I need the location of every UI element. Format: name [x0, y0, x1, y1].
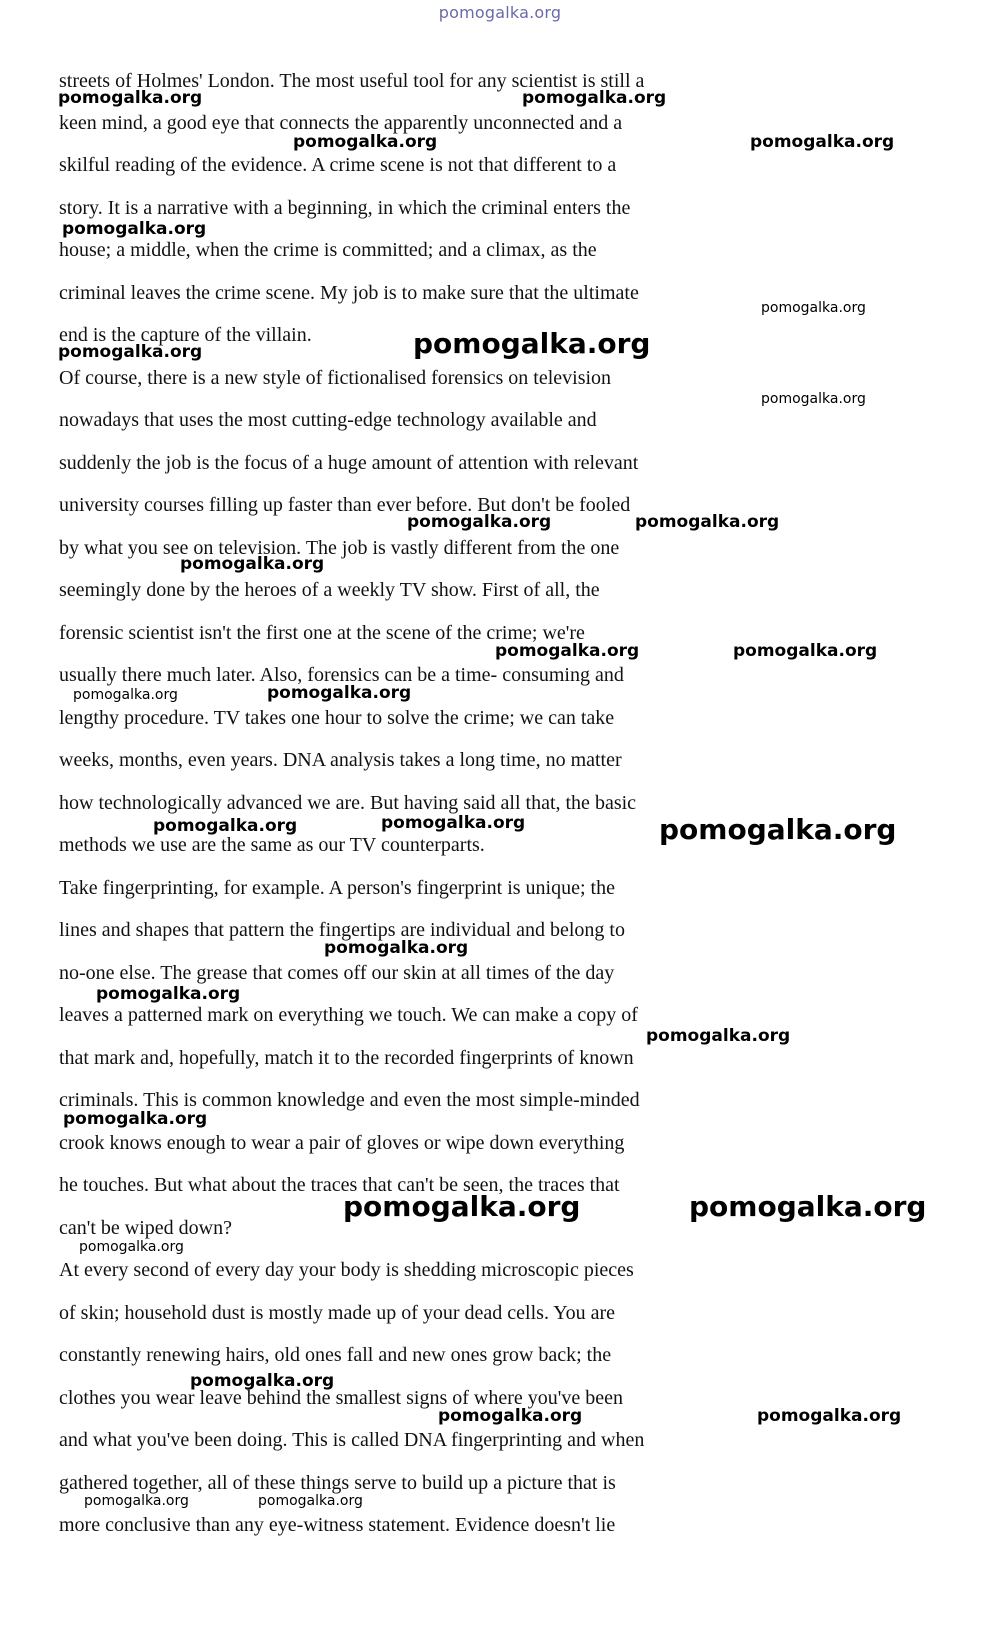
watermark: pomogalka.org [73, 687, 178, 703]
watermark: pomogalka.org [180, 554, 325, 574]
text-line: criminals. This is common knowledge and even the most simple-minded [59, 1089, 640, 1111]
watermark: pomogalka.org [58, 88, 203, 108]
text-line: gathered together, all of these things serve to build up a picture that is [59, 1472, 616, 1494]
watermark: pomogalka.org [293, 132, 438, 152]
watermark: pomogalka.org [324, 938, 469, 958]
watermark: pomogalka.org [267, 683, 412, 703]
text-line: keen mind, a good eye that connects the apparently unconnected and a [59, 112, 623, 134]
text-line: he touches. But what about the traces that can't be seen, the traces that [59, 1174, 620, 1196]
text-line: that mark and, hopefully, match it to the recorded fingerprints of known [59, 1047, 634, 1069]
header-watermark: pomogalka.org [438, 3, 562, 22]
watermark: pomogalka.org [190, 1371, 335, 1391]
text-line: lengthy procedure. TV takes one hour to solve the crime; we can take [59, 707, 615, 729]
text-line: nowadays that uses the most cutting-edge technology available and [59, 409, 597, 431]
watermark: pomogalka.org [343, 1190, 581, 1223]
text-line: story. It is a narrative with a beginning, in which the criminal enters the [59, 197, 631, 219]
text-line: Of course, there is a new style of fictionalised forensics on television [59, 367, 612, 389]
watermark: pomogalka.org [79, 1239, 184, 1255]
watermark: pomogalka.org [635, 512, 780, 532]
text-line: methods we use are the same as our TV counterparts. [59, 834, 485, 856]
text-line: by what you see on television. The job is vastly different from the one [59, 537, 620, 559]
watermark: pomogalka.org [63, 1109, 208, 1129]
watermark: pomogalka.org [438, 1406, 583, 1426]
text-line: usually there much later. Also, forensics can be a time- consuming and [59, 664, 624, 686]
watermark: pomogalka.org [495, 641, 640, 661]
watermark: pomogalka.org [689, 1190, 927, 1223]
watermark: pomogalka.org [646, 1026, 791, 1046]
text-line: constantly renewing hairs, old ones fall and new ones grow back; the [59, 1344, 612, 1366]
watermark: pomogalka.org [381, 813, 526, 833]
text-line: end is the capture of the villain. [59, 324, 312, 346]
text-line: how technologically advanced we are. But having said all that, the basic [59, 792, 637, 814]
watermark: pomogalka.org [733, 641, 878, 661]
text-line: At every second of every day your body is shedding microscopic pieces [59, 1259, 634, 1281]
text-line: skilful reading of the evidence. A crime scene is not that different to a [59, 154, 617, 176]
watermark: pomogalka.org [62, 219, 207, 239]
text-line: weeks, months, even years. DNA analysis takes a long time, no matter [59, 749, 622, 771]
text-line: university courses filling up faster than ever before. But don't be fooled [59, 494, 631, 516]
watermark: pomogalka.org [522, 88, 667, 108]
text-line: house; a middle, when the crime is committed; and a climax, as the [59, 239, 597, 261]
watermark: pomogalka.org [58, 342, 203, 362]
text-line: suddenly the job is the focus of a huge amount of attention with relevant [59, 452, 639, 474]
watermark: pomogalka.org [757, 1406, 902, 1426]
text-line: crook knows enough to wear a pair of gloves or wipe down everything [59, 1132, 625, 1154]
watermark: pomogalka.org [258, 1493, 363, 1509]
watermark: pomogalka.org [750, 132, 895, 152]
text-line: seemingly done by the heroes of a weekly TV show. First of all, the [59, 579, 600, 601]
text-line: and what you've been doing. This is called DNA fingerprinting and when [59, 1429, 645, 1451]
watermark: pomogalka.org [761, 300, 866, 316]
text-line: clothes you wear leave behind the smallest signs of where you've been [59, 1387, 623, 1409]
text-line: can't be wiped down? [59, 1217, 232, 1239]
text-line: Take fingerprinting, for example. A person's fingerprint is unique; the [59, 877, 615, 899]
text-line: forensic scientist isn't the first one at the scene of the crime; we're [59, 622, 585, 644]
watermark: pomogalka.org [407, 512, 552, 532]
text-line: leaves a patterned mark on everything we touch. We can make a copy of [59, 1004, 638, 1026]
watermark: pomogalka.org [413, 327, 651, 360]
watermark: pomogalka.org [96, 984, 241, 1004]
watermark: pomogalka.org [761, 391, 866, 407]
text-line: more conclusive than any eye-witness statement. Evidence doesn't lie [59, 1514, 616, 1536]
watermark: pomogalka.org [84, 1493, 189, 1509]
text-line: no-one else. The grease that comes off our skin at all times of the day [59, 962, 615, 984]
watermark: pomogalka.org [153, 816, 298, 836]
text-line: lines and shapes that pattern the fingertips are individual and belong to [59, 919, 625, 941]
watermark: pomogalka.org [659, 813, 897, 846]
text-line: streets of Holmes' London. The most useful tool for any scientist is still a [59, 70, 645, 92]
text-line: criminal leaves the crime scene. My job is to make sure that the ultimate [59, 282, 639, 304]
text-line: of skin; household dust is mostly made up of your dead cells. You are [59, 1302, 616, 1324]
